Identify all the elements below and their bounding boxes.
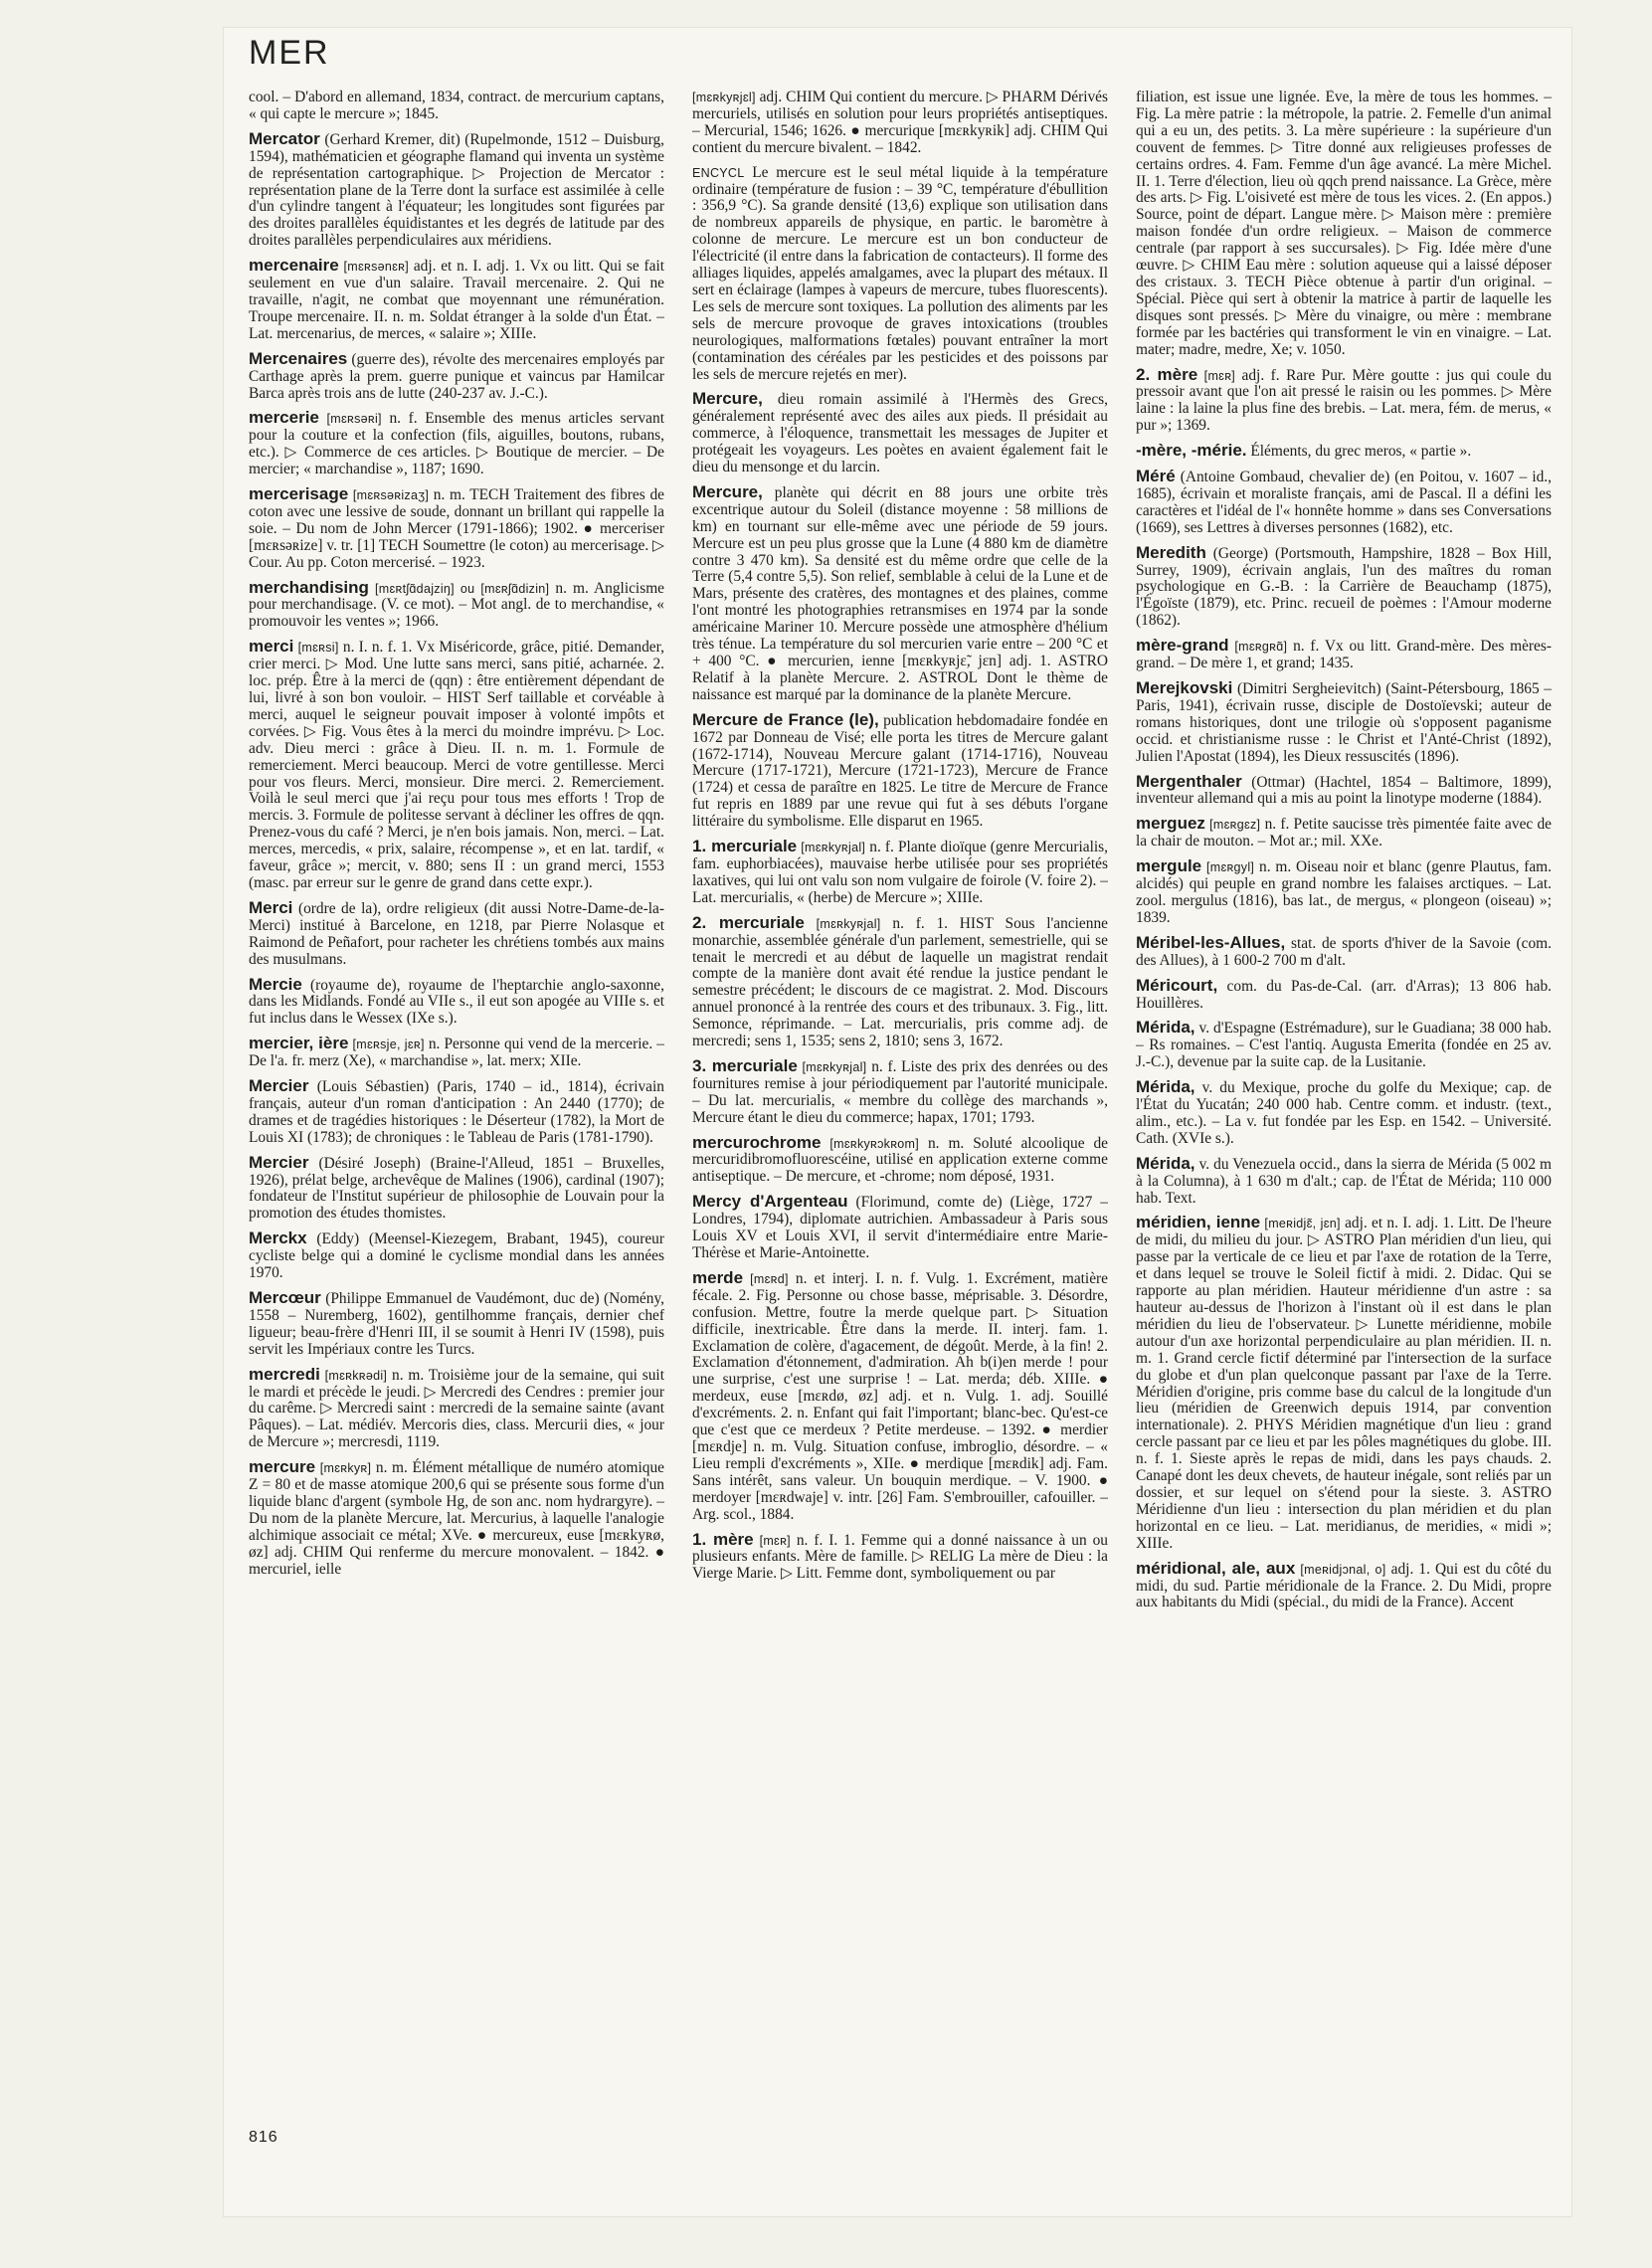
dictionary-entry bbox=[1136, 90, 1552, 359]
entry-headword: mère-grand bbox=[1136, 636, 1229, 656]
entry-body: n. I. n. f. 1. Vx Miséricorde, grâce, pitié. Demander, crier merci. ▷ Mod. Une lutte sans merci, sans pitié, acharnée. 2. loc. prép. Être à la merci de (qqn) : être entièrement dépendant de lui, livré à son bon vouloir. – HIST Serf taillable et corvéable à merci, auquel le seigneur pouvait imposer à volonté impôts et corvées. ▷ Fig. Vous êtes à la merci du moindre imprévu. ▷ Loc. adv. Dieu merci : grâce à Dieu. II. n. m. 1. Formule de remerciement. Merci beaucoup. Merci de votre gentillesse. Merci pour vos fleurs. Merci, monsieur. Dire merci. 2. Remerciement. Voilà le seul merci que j'ai reçu pour tous mes efforts ! Trop de mercis. 3. Formule de politesse servant à décliner les offres de qqn. Prenez-vous du café ? Merci, je n'en bois jamais. Non, merci. – Lat. merces, mercedis, « prix, salaire, récompense », et en lat. tardif, « faveur, grâce »; mercit, v. 880; sens II : un grand merci, 1553 (masc. par erreur sur le genre de grand dans cette expr.). bbox=[249, 639, 664, 891]
entry-headword: Mergenthaler bbox=[1136, 771, 1242, 791]
dictionary-entry bbox=[249, 128, 664, 250]
dictionary-entry bbox=[692, 481, 1108, 704]
entry-headword: mercenaire bbox=[249, 256, 339, 276]
entry-body: (Florimund, comte de) (Liège, 1727 – Londres, 1794), diplomate autrichien. Ambassadeur à Paris sous Louis XV et Louis XVI, il servit d'intermédiaire entre Marie-Thérèse et Marie-Antoinette. bbox=[692, 1194, 1108, 1261]
entry-headword: méridional, ale, aux bbox=[1136, 1558, 1296, 1578]
running-head: MER bbox=[249, 34, 330, 72]
entry-body: planète qui décrit en 88 jours une orbite très excentrique autour du Soleil (distance moyenne : 58 millions de km) en tournant sur elle-même avec une période de 59 jours. Mercure est un peu plus grosse que la Lune (4 880 km de diamètre contre 3 470 km). Sa densité est du même ordre que celle de la Terre (5,4 contre 5,5). Son relief, semblable à celui de la Lune et de Mars, présente des cratères, des montagnes et des plaines, comme l'ont montré les photographies retransmises en 1974 par la sonde américaine Mariner 10. Mercure possède une atmosphère d'hélium très ténue. La température du sol mercurien varie entre – 200 °C et + 400 °C. ● mercurien, ienne [mɛʀkyʀjɛ̃, jɛn] adj. 1. ASTRO Relatif à la planète Mercure. 2. ASTROL Dont le thème de naissance est marqué par la dominance de la planète Mercure. bbox=[692, 483, 1108, 703]
dictionary-entry bbox=[1136, 443, 1552, 461]
dictionary-entry bbox=[1136, 469, 1552, 537]
entry-body: com. du Pas-de-Cal. (arr. d'Arras); 13 806 hab. Houillères. bbox=[1136, 977, 1552, 1012]
dictionary-entry bbox=[692, 1529, 1108, 1584]
entry-pronunciation: [mɛʀsəʀizaʒ] bbox=[352, 488, 430, 503]
dictionary-entry bbox=[692, 391, 1108, 476]
entry-pronunciation: [mɛʀ] bbox=[1203, 368, 1236, 383]
column-1 bbox=[249, 90, 664, 2109]
dictionary-entry bbox=[1136, 364, 1552, 436]
dictionary-entry bbox=[249, 1152, 664, 1224]
entry-headword: Mercure de France (le), bbox=[692, 709, 879, 729]
entry-body: (Ottmar) (Hachtel, 1854 – Baltimore, 1899), inventeur allemand qui a mis au point la linotype moderne (1884). bbox=[1136, 773, 1552, 808]
entry-body: stat. de sports d'hiver de la Savoie (com. des Allues), à 1 600-2 700 m d'alt. bbox=[1136, 934, 1552, 969]
entry-pronunciation: [mɛʀkyʀjɛl] bbox=[692, 91, 756, 104]
entry-pronunciation: [mɛʀsəʀi] bbox=[326, 412, 382, 427]
entry-pronunciation: [mɛʀgʀɑ̃] bbox=[1234, 640, 1288, 655]
entry-pronunciation: [meʀidjɛ̃, jɛn] bbox=[1264, 1217, 1341, 1231]
dictionary-entry bbox=[249, 577, 664, 632]
entry-body: (Gerhard Kremer, dit) (Rupelmonde, 1512 – Duisburg, 1594), mathématicien et géographe flamand qui inventa un système de représentation cartographique. ▷ Projection de Mercator : représentation plane de la Terre dont la surface est assimilée à celle d'un cylindre tangent à l'équateur; les longitudes sont figurées par des droites parallèles équidistantes et les degrés de latitude par des droites parallèles perpendiculaires aux méridiens. bbox=[249, 130, 664, 250]
page-number: 816 bbox=[249, 2129, 278, 2146]
entry-headword: Mercure, bbox=[692, 389, 763, 409]
entry-pronunciation: [mɛʀkyʀɔkʀom] bbox=[829, 1136, 920, 1151]
dictionary-entry bbox=[692, 1132, 1108, 1187]
entry-headword: merchandising bbox=[249, 577, 369, 597]
entry-body: n. et interj. I. n. f. Vulg. 1. Excrément, matière fécale. 2. Fig. Personne ou chose basse, méprisable. 3. Désordre, confusion. Mettre, foutre la merde quelque part. ▷ Situation difficile, inextricable. Être dans la merde. II. interj. fam. 1. Exclamation de colère, d'agacement, de dégoût. Merde, à la fin! 2. Exclamation d'étonnement, d'admiration. Ah b(i)en merde ! pour une surprise, c'est une surprise ! – Lat. merda; déb. XIIIe. ● merdeux, euse [mɛʀdø, øz] adj. et n. Vulg. 1. adj. Souillé d'excréments. 2. n. Enfant qui fait l'important; blanc-bec. Qu'est-ce que c'est que ce merdeux ? Petite merdeuse. – 1392. ● merdier [mɛʀdje] n. m. Vulg. Situation confuse, imbroglio, désordre. – « Lieu rempli d'excréments », XIIe. ● merdique [mɛʀdik] adj. Fam. Sans intérêt, sans valeur. Un bouquin merdique. – V. 1900. ● merdoyer [mɛʀdwaje] v. intr. [26] Fam. S'embrouiller, cafouiller. – Arg. scol., 1884. bbox=[692, 1269, 1108, 1523]
entry-body: n. m. Anglicisme pour merchandisage. (V. ce mot). – Mot angl. de to merchandise, « promouvoir les ventes »; 1966. bbox=[249, 579, 664, 631]
entry-body: n. f. Petite saucisse très pimentée faite avec de la chair de mouton. – Mot ar.; mil. XXe. bbox=[1136, 816, 1552, 850]
dictionary-entry bbox=[1136, 1079, 1552, 1148]
entry-body: v. du Mexique, proche du golfe du Mexique; cap. de l'État du Yucatán; 240 000 hab. Centre comm. et industr. (text., alim., etc.). – La v. fut fondée par les Esp. en 1542. – Université. Cath. (XVIe s.). bbox=[1136, 1079, 1552, 1147]
entry-headword: Merci bbox=[249, 897, 293, 917]
entry-headword: Mercy d'Argenteau bbox=[692, 1192, 848, 1212]
dictionary-entry bbox=[249, 486, 664, 572]
dictionary-entry bbox=[692, 1055, 1108, 1127]
entry-pronunciation: [meʀidjɔnal, o] bbox=[1300, 1562, 1386, 1577]
dictionary-page bbox=[224, 28, 1571, 2216]
entry-pronunciation: [mɛʀkyʀjal] bbox=[802, 1059, 867, 1074]
entry-body: (Philippe Emmanuel de Vaudémont, duc de) (Nomény, 1558 – Nuremberg, 1602), gentilhomme français, dernier chef ligueur; beau-frère d'Henri III, il se soumit à Henri IV (1598), puis servit les Impériaux contre les Turcs. bbox=[249, 1290, 664, 1358]
entry-headword: Meredith bbox=[1136, 542, 1206, 562]
entry-headword: merci bbox=[249, 637, 294, 657]
dictionary-entry bbox=[1136, 932, 1552, 970]
dictionary-entry bbox=[249, 1230, 664, 1282]
entry-headword: 1. mère bbox=[692, 1529, 754, 1549]
entry-headword: mercerie bbox=[249, 408, 319, 428]
entry-headword: Méré bbox=[1136, 467, 1176, 486]
entry-headword: Merckx bbox=[249, 1228, 307, 1248]
dictionary-entry bbox=[249, 974, 664, 1029]
dictionary-entry bbox=[1136, 1558, 1552, 1612]
entry-body: (George) (Portsmouth, Hampshire, 1828 – Box Hill, Surrey, 1909), écrivain anglais, l'un des maîtres du roman psychologique en G.-B. : la Carrière de Beauchamp (1875), l'Égoïste (1879), etc. Princ. recueil de poèmes : l'Amour moderne (1862). bbox=[1136, 544, 1552, 630]
entry-headword: -mère, -mérie. bbox=[1136, 441, 1247, 461]
dictionary-entry bbox=[249, 1364, 664, 1452]
dictionary-entry bbox=[249, 639, 664, 892]
entry-body: n. Personne qui vend de la mercerie. – De l'a. fr. merz (Xe), « marchandise », lat. merx; XIIe. bbox=[249, 1036, 664, 1070]
entry-headword: 1. mercuriale bbox=[692, 837, 798, 856]
entry-body: (Dimitri Sergheievitch) (Saint-Pétersbourg, 1865 – Paris, 1941), écrivain russe, disciple de Dostoïevski; auteur de romans historiques, dont une trilogie où s'opposent paganisme occid. et christianisme russe : le Christ et l'Anté-Christ (1892), Julien l'Apostat (1894), les Dieux ressuscités (1896). bbox=[1136, 680, 1552, 765]
entry-pronunciation: [mɛʀsi] bbox=[297, 641, 339, 656]
entry-body: n. m. Soluté alcoolique de mercuridibromofluorescéine, utilisé en application externe comme antiseptique. – De mercure, et -chrome; nom déposé, 1931. bbox=[692, 1134, 1108, 1186]
entry-body: n. m. Troisième jour de la semaine, qui suit le mardi et précède le jeudi. ▷ Mercredi des Cendres : premier jour du carême. ▷ Mercredi saint : mercredi de la semaine sainte (avant Pâques). – Lat. médiév. Mercoris dies, class. Mercurii dies, « jour de Mercure »; mercresdi, 1119. bbox=[249, 1366, 664, 1451]
dictionary-entry bbox=[692, 90, 1108, 157]
dictionary-entry bbox=[249, 1459, 664, 1578]
entry-body: (ordre de la), ordre religieux (dit aussi Notre-Dame-de-la-Merci) institué à Barcelone, en 1218, par Pierre Nolasque et Raimond de Peñafort, pour racheter les chrétiens tombés aux mains des musulmans. bbox=[249, 899, 664, 968]
entry-pronunciation: [mɛʀgyl] bbox=[1205, 860, 1255, 875]
entry-headword: Mercœur bbox=[249, 1288, 321, 1307]
entry-body: dieu romain assimilé à l'Hermès des Grecs, généralement représenté avec des ailes aux pieds. Il présidait au commerce, à l'éloquence, transmettait les messages de Jupiter et protégeait les voyageurs. Les poètes en avaient également fait le dieu du mensonge et du larcin. bbox=[692, 391, 1108, 476]
entry-headword: Merejkovski bbox=[1136, 678, 1233, 697]
entry-body: (guerre des), révolte des mercenaires employés par Carthage après la prem. guerre punique et vaincus par Hamilcar Barca après trois ans de lutte (240-237 av. J.-C.). bbox=[249, 350, 664, 402]
entry-body: (Eddy) (Meensel-Kiezegem, Brabant, 1945), coureur cycliste belge qui a dominé le cyclisme mondial dans les années 1970. bbox=[249, 1230, 664, 1282]
dictionary-entry bbox=[1136, 1215, 1552, 1552]
entry-body: n. f. 1. HIST Sous l'ancienne monarchie, assemblée générale d'un parlement, semestrielle, qui se tenait le mercredi et au début de laquelle un magistrat rendait compte de la manière dont avait été rendue la justice pendant le semestre précédent; le discours de ce magistrat. 2. Mod. Discours annuel prononcé à la rentrée des cours et des tribunaux. 3. Fig., litt. Semonce, réprimande. – Lat. mercurialis, pris comme adj. de mercredi; sens 1, 1535; sens 2, 1810; sens 3, 1672. bbox=[692, 914, 1108, 1050]
entry-headword: Mérida, bbox=[1136, 1153, 1195, 1173]
dictionary-entry bbox=[1136, 680, 1552, 766]
entry-body: n. m. TECH Traitement des fibres de coton avec une lessive de soude, donnant un brillant qui rappelle la soie. – Du nom de John Mercer (1791-1866); 1902. ● merceriser [mɛʀsəʀize] v. tr. [1] TECH Soumettre (le coton) au mercerisage. ▷ Cour. Au pp. Coton mercerisé. – 1923. bbox=[249, 486, 664, 571]
entry-pronunciation: [mɛʀd] bbox=[750, 1271, 789, 1286]
dictionary-entry bbox=[692, 709, 1108, 831]
entry-headword: méridien, ienne bbox=[1136, 1213, 1261, 1232]
entry-body: n. f. Ensemble des menus articles servant pour la couture et la confection (fils, aiguilles, boutons, rubans, etc.). ▷ Commerce de ces articles. ▷ Boutique de mercier. – De mercier; « marchandise », 1187; 1690. bbox=[249, 410, 664, 478]
entry-body: Le mercure est le seul métal liquide à la température ordinaire (température de fusion : – 39 °C, température d'ébullition : 356,9 °C). Sa grande densité (13,6) explique son utilisation dans de nombreux appareils de physique, en partic. le baromètre à colonne de mercure. Le mercure est un bon conducteur de l'électricité (il entre dans la fabrication de contacteurs). Il forme des alliages liquides, appelés amalgames, avec la plupart des métaux. Il sert en éclairage (lampes à vapeurs de mercure, tubes fluorescents). Les sels de mercure sont toxiques. La pollution des aliments par les sels de mercure provoque de graves intoxications (troubles neurologiques, malformations fœtales) pouvant entraîner la mort (contamination des céréales par les pesticides et des poissons par les sels de mercure rejetés en mer). bbox=[692, 163, 1108, 383]
entry-headword: Mérida, bbox=[1136, 1077, 1195, 1097]
entry-body: adj. et n. I. adj. 1. Litt. De l'heure de midi, du milieu du jour. ▷ ASTRO Plan méridien d'un lieu, qui passe par la verticale de ce lieu et par l'axe de rotation de la Terre, et dans lequel se trouve le Soleil fictif à midi. 2. Didac. Qui se rapporte au plan méridien. Hauteur méridienne d'un astre : sa hauteur au-dessus de l'horizon à l'instant où il est dans le plan méridien du lieu de l'observateur. ▷ Lunette méridienne, mobile autour d'un axe horizontal perpendiculaire au plan méridien. II. n. m. 1. Grand cercle fictif déterminé par l'intersection de la surface du globe et d'un plan quelconque passant par l'axe de la Terre. Méridien d'origine, pris comme base du calcul de la longitude d'un lieu (méridien de Greenwich depuis 1914, par convention internationale). 2. PHYS Méridien magnétique d'un lieu : grand cercle passant par ce lieu et par les pôles magnétiques du globe. III. n. f. 1. Sieste après le repas de midi, dans les pays chauds. 2. Canapé dont les deux chevets, de hauteur inégale, sont reliés par un dossier, et sur lequel on s'étend pour la sieste. 3. ASTRO Méridienne d'un lieu : intersection du plan méridien et du plan horizontal en ce lieu. – Lat. meridianus, de meridies, « midi »; XIIIe. bbox=[1136, 1215, 1552, 1552]
entry-body: (royaume de), royaume de l'heptarchie anglo-saxonne, dans les Midlands. Fondé au VIIe s., il eut son apogée au VIIIe s. et fut inclus dans le Wessex (IXe s.). bbox=[249, 976, 664, 1028]
entry-headword: mercredi bbox=[249, 1364, 320, 1384]
entry-headword: 2. mercuriale bbox=[692, 912, 805, 932]
column-2 bbox=[692, 90, 1108, 2109]
entry-pronunciation: [mɛʀtʃɑ̃dajziŋ] ou [mɛʀʃɑ̃dizin] bbox=[375, 581, 550, 596]
entry-pronunciation: [mɛʀgɛz] bbox=[1209, 818, 1261, 833]
entry-pronunciation: [mɛʀkyʀjal] bbox=[801, 841, 866, 855]
column-3 bbox=[1136, 90, 1552, 2109]
entry-headword: mergule bbox=[1136, 856, 1202, 876]
dictionary-entry bbox=[249, 258, 664, 343]
entry-pronunciation: [mɛʀkyʀjal] bbox=[816, 916, 881, 931]
dictionary-entry bbox=[249, 90, 664, 123]
entry-headword: merguez bbox=[1136, 814, 1205, 834]
entry-body: n. f. Vx ou litt. Grand-mère. Des mères-grand. – De mère 1, et grand; 1435. bbox=[1136, 638, 1552, 672]
dictionary-entry bbox=[249, 1078, 664, 1147]
entry-headword: Mérida, bbox=[1136, 1018, 1195, 1038]
entry-body: v. du Venezuela occid., dans la sierra de Mérida (5 002 m à la Columna), à 1 630 m d'alt.; cap. de l'État de Mérida; 110 000 hab. Text. bbox=[1136, 1155, 1552, 1207]
dictionary-entry bbox=[1136, 542, 1552, 631]
entry-body: v. d'Espagne (Estrémadure), sur le Guadiana; 38 000 hab. – Rs romaines. – C'est l'antiq. Augusta Emerita (fondée en 25 av. J.-C.), devenue par la suite cap. de la Lusitanie. bbox=[1136, 1020, 1552, 1071]
entry-pronunciation: [mɛʀsənɛʀ] bbox=[343, 260, 410, 275]
dictionary-entry bbox=[692, 165, 1108, 384]
entry-body: n. f. Plante dioïque (genre Mercurialis, fam. euphorbiacées), mauvaise herbe utilisée pour ses propriétés laxatives, qui lui ont valu son nom vulgaire de foirole (V. foire 2). – Lat. mercurialis, « (herbe) de Mercure »; XIIIe. bbox=[692, 839, 1108, 906]
entry-headword: 3. mercuriale bbox=[692, 1055, 798, 1075]
entry-body: adj. et n. I. adj. 1. Vx ou litt. Qui se fait seulement en vue d'un salaire. Travail mercenaire. 2. Qui ne travaille, n'agit, ne combat que moyennant une rémunération. Troupe mercenaire. II. n. m. Soldat étranger à la solde d'un État. – Lat. mercenarius, de merces, « salaire »; XIIIe. bbox=[249, 258, 664, 342]
entry-headword: Mercator bbox=[249, 128, 320, 148]
entry-pronunciation: [mɛʀkʀədi] bbox=[324, 1368, 388, 1383]
entry-body: cool. – D'abord en allemand, 1834, contract. de mercurium captans, « qui capte le mercure »; 1845. bbox=[249, 90, 664, 122]
dictionary-entry bbox=[1136, 638, 1552, 672]
columns bbox=[249, 90, 1552, 2109]
entry-headword: mercerisage bbox=[249, 484, 349, 504]
entry-pronunciation: [mɛʀsje, jɛʀ] bbox=[352, 1038, 425, 1052]
entry-body: Éléments, du grec meros, « partie ». bbox=[1250, 443, 1472, 461]
dictionary-entry bbox=[1136, 975, 1552, 1013]
dictionary-entry bbox=[249, 897, 664, 969]
entry-pronunciation: [mɛʀ] bbox=[759, 1533, 791, 1548]
entry-headword: Méricourt, bbox=[1136, 975, 1218, 995]
entry-body: (Désiré Joseph) (Braine-l'Alleud, 1851 – Bruxelles, 1926), prélat belge, archevêque de Malines (1906), cardinal (1907); fondateur de l'Institut supérieur de philosophie de Louvain pour la promotion des études thomistes. bbox=[249, 1154, 664, 1223]
entry-body: filiation, est issue une lignée. Ève, la mère de tous les hommes. – Fig. La mère patrie : la métropole, la patrie. 2. Femelle d'un animal qui a eu un, des petits. 3. La mère supérieure : la supérieure d'un couvent de femmes. ▷ Titre donné aux religieuses professes de certains ordres. 4. Fam. Femme d'un âge avancé. La mère Michel. II. 1. Terre d'élection, lieu où qqch prend naissance. La Grèce, mère des arts. ▷ Fig. L'oisiveté est mère de tous les vices. 2. (En appos.) Source, point de départ. Langue mère. ▷ Maison mère : première maison fondée d'un ordre religieux. – Maison de commerce centrale (par rapport à ses succursales). ▷ Fig. Idée mère d'une œuvre. ▷ CHIM Eau mère : solution aqueuse qui a laissé déposer des cristaux. 3. TECH Pièce obtenue à partir d'un original. – Spécial. Pièce qui sert à obtenir la matrice à partir de laquelle les disques sont pressés. ▷ Mère du vinaigre, ou mère : membrane formée par les bactéries qui transforment le vin en vinaigre. – Lat. mater; madre, medre, Xe; v. 1050. bbox=[1136, 90, 1552, 358]
entry-pronunciation: [mɛʀkyʀ] bbox=[319, 1461, 372, 1476]
entry-body: n. f. I. 1. Femme qui a donné naissance à un ou plusieurs enfants. Mère de famille. ▷ RELIG La mère de Dieu : la Vierge Marie. ▷ Litt. Femme dont, symboliquement ou par bbox=[692, 1531, 1108, 1583]
entry-headword: Mercier bbox=[249, 1076, 309, 1096]
dictionary-entry bbox=[1136, 858, 1552, 927]
entry-pronunciation: ENCYCL bbox=[692, 165, 745, 180]
entry-headword: Méribel-les-Allues, bbox=[1136, 932, 1286, 952]
entry-body: n. f. Liste des prix des denrées ou des fournitures remise à jour périodiquement par l'autorité municipale. – Du lat. mercurialis, « membre du collège des marchands », Mercure étant le dieu du commerce; hapax, 1701; 1793. bbox=[692, 1057, 1108, 1126]
dictionary-entry bbox=[249, 1290, 664, 1359]
entry-headword: 2. mère bbox=[1136, 364, 1198, 384]
dictionary-entry bbox=[692, 1267, 1108, 1524]
dictionary-entry bbox=[249, 348, 664, 403]
dictionary-entry bbox=[692, 912, 1108, 1050]
dictionary-entry bbox=[1136, 1153, 1552, 1208]
entry-body: n. m. Oiseau noir et blanc (genre Plautus, fam. alcidés) qui peuple en grand nombre les falaises arctiques. – Lat. zool. mergulus (1816), bas lat., de mergus, « plongeon (oiseau) »; 1839. bbox=[1136, 858, 1552, 926]
dictionary-entry bbox=[692, 1194, 1108, 1262]
entry-body: adj. f. Rare Pur. Mère goutte : jus qui coule du pressoir avant que l'on ait pressé le raisin ou les pommes. ▷ Mère laine : la laine la plus fine des brebis. – Lat. mera, fém. de merus, « pur »; 1369. bbox=[1136, 366, 1552, 435]
entry-headword: Mercie bbox=[249, 974, 302, 994]
entry-body: (Louis Sébastien) (Paris, 1740 – id., 1814), écrivain français, auteur d'un roman d'anticipation : An 2440 (1770); de drames et de tragédies historiques : le Déserteur (1782), la Mort de Louis XI (1783); de chroniques : le Tableau de Paris (1781-1790). bbox=[249, 1078, 664, 1146]
dictionary-entry bbox=[1136, 1020, 1552, 1071]
entry-headword: mercier, ière bbox=[249, 1034, 349, 1053]
dictionary-entry bbox=[1136, 816, 1552, 850]
entry-headword: mercurochrome bbox=[692, 1132, 822, 1152]
dictionary-entry bbox=[692, 839, 1108, 907]
entry-body: (Antoine Gombaud, chevalier de) (en Poitou, v. 1607 – id., 1685), écrivain et moraliste français, ami de Pascal. Il a défini les caractères et l'idéal de l'« honnête homme » dans ses Conversations (1669), ses Lettres à diverses personnes (1682), etc. bbox=[1136, 469, 1552, 536]
entry-body: adj. 1. Qui est du côté du midi, du sud. Partie méridionale de la France. 2. Du Midi, propre aux habitants du Midi (spécial., du midi de la France). Accent bbox=[1136, 1560, 1552, 1611]
dictionary-entry bbox=[249, 1036, 664, 1070]
dictionary-entry bbox=[1136, 771, 1552, 809]
dictionary-entry bbox=[249, 410, 664, 478]
entry-headword: Mercier bbox=[249, 1152, 309, 1172]
entry-body: adj. CHIM Qui contient du mercure. ▷ PHARM Dérivés mercuriels, utilisés en solution pour leurs propriétés antiseptiques. – Mercurial, 1546; 1626. ● mercurique [mɛʀkyʀik] adj. CHIM Qui contient du mercure bivalent. – 1842. bbox=[692, 90, 1108, 156]
entry-headword: Mercenaires bbox=[249, 348, 348, 368]
entry-headword: mercure bbox=[249, 1457, 316, 1477]
entry-headword: Mercure, bbox=[692, 481, 763, 501]
entry-body: publication hebdomadaire fondée en 1672 par Donneau de Visé; elle porta les titres de Mercure galant (1672-1714), Nouveau Mercure galant (1714-1716), Nouveau Mercure (1717-1721), Mercure (1721-1723), Mercure de France (1724) et cessa de paraître en 1825. Le titre de Mercure de France fut repris en 1889 par une revue qui fut à ses débuts l'organe littéraire du symbolisme. Elle disparut en 1965. bbox=[692, 711, 1108, 831]
entry-body: n. m. Élément métallique de numéro atomique Z = 80 et de masse atomique 200,6 qui se présente sous forme d'un liquide blanc d'argent (symbole Hg, de son anc. nom hydrargyre). – Du nom de la planète Mercure, lat. Mercurius, à laquelle l'analogie alchimique associait ce métal; XVe. ● mercureux, euse [mɛʀkyʀø, øz] adj. CHIM Qui renferme du mercure monovalent. – 1842. ● mercuriel, ielle bbox=[249, 1459, 664, 1578]
entry-headword: merde bbox=[692, 1267, 744, 1287]
